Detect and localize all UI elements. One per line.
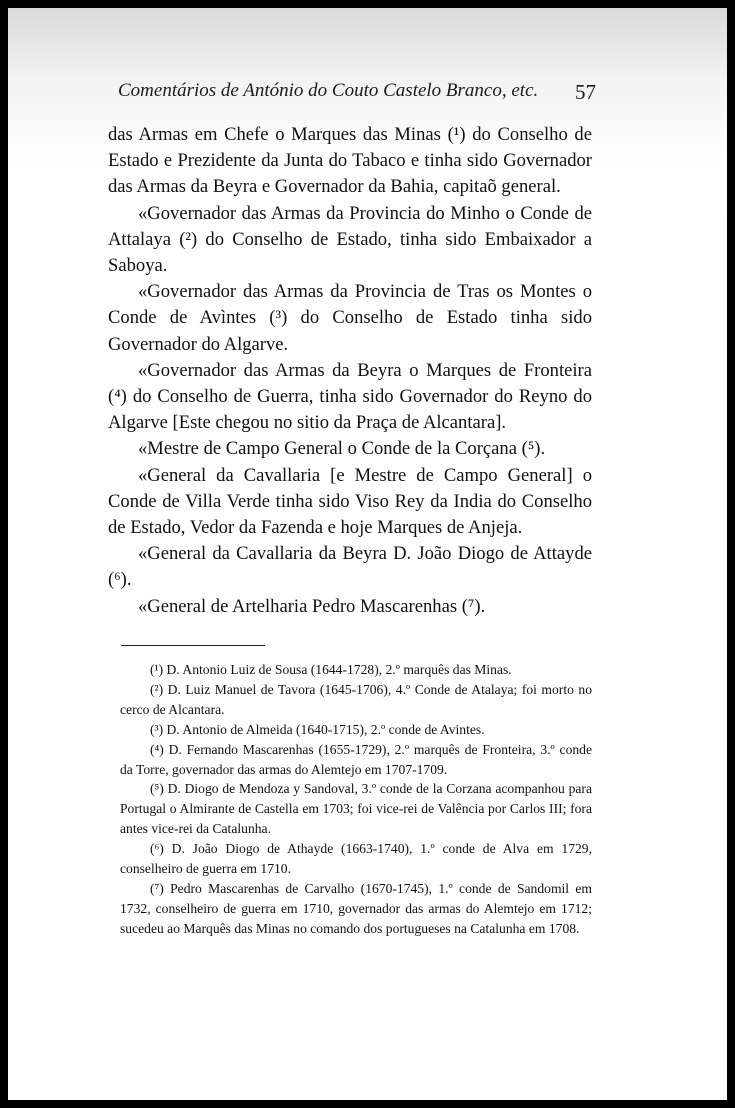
book-page <box>8 8 727 1100</box>
paragraph: «Governador das Armas da Provincia do Minho o Conde de Attalaya (²) do Conselho de Estado, tinha sido Embaixador a Saboya. <box>108 202 592 277</box>
footnote: (⁴) D. Fernando Mascarenhas (1655-1729), 2.º marquês de Fronteira, 3.º conde da Torre, governador das armas do Alemtejo em 1707-1709. <box>120 741 592 777</box>
footnote: (⁵) D. Diogo de Mendoza y Sandoval, 3.º conde de la Corzana acompanhou para Portugal o Almirante de Castella em 1703; foi vice-rei de Valência por Carlos III; fora antes vice-rei da Catalunha. <box>120 781 592 837</box>
paragraph: «General da Cavallaria da Beyra D. João Diogo de Attayde (⁶). <box>108 543 592 591</box>
footnotes <box>120 660 592 939</box>
main-text <box>108 122 592 620</box>
paragraph: «General de Artelharia Pedro Mascarenhas (⁷). <box>138 595 486 617</box>
running-title: Comentários de António do Couto Castelo Branco, etc. <box>118 80 539 101</box>
footnote: (⁶) D. João Diogo de Athayde (1663-1740), 1.º conde de Alva em 1729, conselheiro de guerra em 1710. <box>120 841 592 877</box>
footnote: (²) D. Luiz Manuel de Tavora (1645-1706), 4.º Conde de Atalaya; foi morto no cerco de Alcantara. <box>120 681 592 717</box>
footnote: (⁷) Pedro Mascarenhas de Carvalho (1670-1745), 1.º conde de Sandomil em 1732, conselheiro de guerra em 1710, governador das armas do Alemtejo em 1712; sucedeu ao Marquês das Minas no comando dos portugueses na Catalunha em 1708. <box>120 880 592 936</box>
footnote: (³) D. Antonio de Almeida (1640-1715), 2.º conde de Avintes. <box>150 721 485 737</box>
page-number: 57 <box>575 80 596 104</box>
footnote-separator <box>121 645 265 646</box>
page-header <box>118 80 596 102</box>
paragraph: das Armas em Chefe o Marques das Minas (¹) do Conselho de Estado e Prezidente da Junta do Tabaco e tinha sido Governador das Armas da Beyra e Governador da Bahia, capitaõ general. <box>108 124 592 198</box>
footnote: (¹) D. Antonio Luiz de Sousa (1644-1728), 2.º marquês das Minas. <box>150 662 512 677</box>
paragraph: «General da Cavallaria [e Mestre de Campo General] o Conde de Villa Verde tinha sido Viso Rey da India do Conselho de Estado, Vedor da Fazenda e hoje Marques de Anjeja. <box>108 464 592 539</box>
paragraph: «Mestre de Campo General o Conde de la Corçana (⁵). <box>138 438 546 460</box>
paragraph: «Governador das Armas da Provincia de Tras os Montes o Conde de Avìntes (³) do Conselho de Estado tinha sido Governador do Algarve. <box>108 281 592 355</box>
paragraph: «Governador das Armas da Beyra o Marques de Fronteira (⁴) do Conselho de Guerra, tinha sido Governador do Reyno do Algarve [Este chegou no sitio da Praça de Alcantara]. <box>108 359 592 434</box>
